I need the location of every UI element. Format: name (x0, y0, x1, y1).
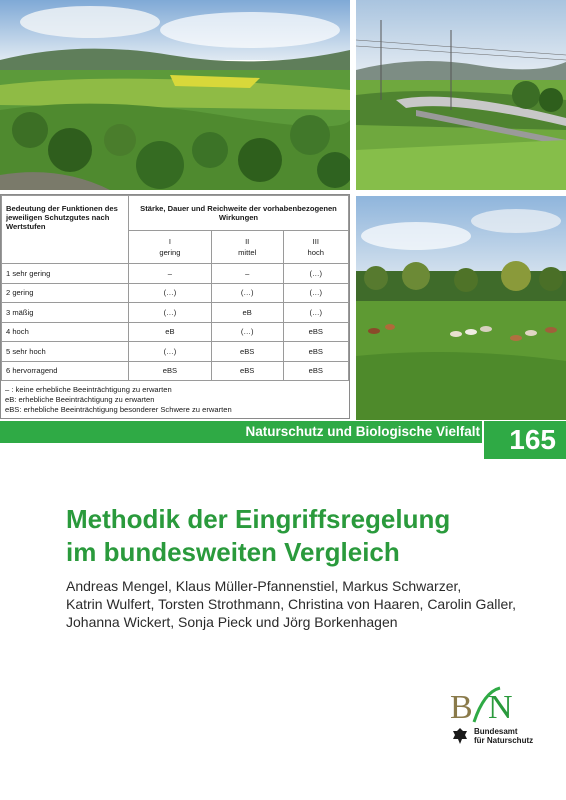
table-cell: – (129, 264, 212, 284)
level-column-header (211, 231, 283, 264)
title-line: im bundesweiten Vergleich (66, 537, 400, 567)
table-cell: eBS (129, 361, 212, 381)
author-line: Andreas Mengel, Klaus Müller-Pfannenstiel, Markus Schwarzer, (66, 578, 462, 594)
legend-line: eB: erhebliche Beeinträchtigung zu erwarten (5, 395, 155, 404)
level-column-header (283, 231, 348, 264)
level-label: gering (159, 248, 181, 257)
table-cell: (…) (283, 283, 348, 303)
table-cell: eBS (283, 342, 348, 362)
series-band (0, 421, 566, 455)
federal-eagle-icon (452, 727, 468, 745)
table-cell: (…) (211, 283, 283, 303)
table-cell: (…) (129, 283, 212, 303)
level-numeral: III (312, 237, 319, 246)
logo-institution-name (474, 727, 533, 745)
level-column-header (129, 231, 212, 264)
legend-line: eBS: erhebliche Beeinträchtigung besonderer Schwere zu erwarten (5, 405, 232, 414)
table-cell: eBS (283, 361, 348, 381)
table-cell: (…) (283, 264, 348, 284)
legend-line: – : keine erhebliche Beeinträchtigung zu erwarten (5, 385, 172, 394)
table-legend (1, 381, 349, 415)
table-row (2, 322, 349, 342)
table-cell: – (211, 264, 283, 284)
level-numeral: I (168, 237, 171, 246)
table-cell: eBS (211, 342, 283, 362)
table-cell: eB (211, 303, 283, 323)
issue-number: 165 (509, 424, 556, 455)
table-row (2, 361, 349, 381)
table-cell: (…) (283, 303, 348, 323)
level-numeral: II (245, 237, 250, 246)
issue-number-box (482, 421, 566, 459)
series-title: Naturschutz und Biologische Vielfalt (245, 424, 480, 439)
level-label: hoch (307, 248, 324, 257)
table-row (2, 283, 349, 303)
row-label: 5 sehr hoch (2, 342, 129, 362)
table-row (2, 342, 349, 362)
row-label: 1 sehr gering (2, 264, 129, 284)
logo-name-line: Bundesamt (474, 727, 518, 736)
table-row (2, 264, 349, 284)
row-label: 6 hervorragend (2, 361, 129, 381)
row-label: 2 gering (2, 283, 129, 303)
landscape-photo (0, 0, 350, 190)
table-row (2, 303, 349, 323)
row-label: 4 hoch (2, 322, 129, 342)
table-cell: (…) (211, 322, 283, 342)
table-cell: (…) (129, 342, 212, 362)
table-cell: eBS (283, 322, 348, 342)
author-list (66, 577, 546, 631)
logo-name-line: für Naturschutz (474, 736, 534, 745)
impact-matrix-table (0, 194, 350, 419)
title-line: Methodik der Eingriffsregelung (66, 504, 451, 534)
table-cell: (…) (129, 303, 212, 323)
row-label: 3 mäßig (2, 303, 129, 323)
level-label: mittel (238, 248, 257, 257)
table-left-header: Bedeutung der Funktionen des jeweiligen Schutzgutes nach Wertstufen (2, 196, 129, 264)
cows-photo (356, 196, 566, 420)
table-cell: eB (129, 322, 212, 342)
svg-text:N: N (488, 689, 513, 726)
document-title (66, 503, 536, 569)
table-top-header: Stärke, Dauer und Reichweite der vorhabenbezogenen Wirkungen (129, 196, 349, 231)
table-cell: eBS (211, 361, 283, 381)
author-line: Johanna Wickert, Sonja Pieck und Jörg Borkenhagen (66, 614, 398, 630)
svg-text:B: B (450, 689, 473, 726)
author-line: Katrin Wulfert, Torsten Strothmann, Christina von Haaren, Carolin Galler, (66, 596, 517, 612)
highway-photo (356, 0, 566, 190)
